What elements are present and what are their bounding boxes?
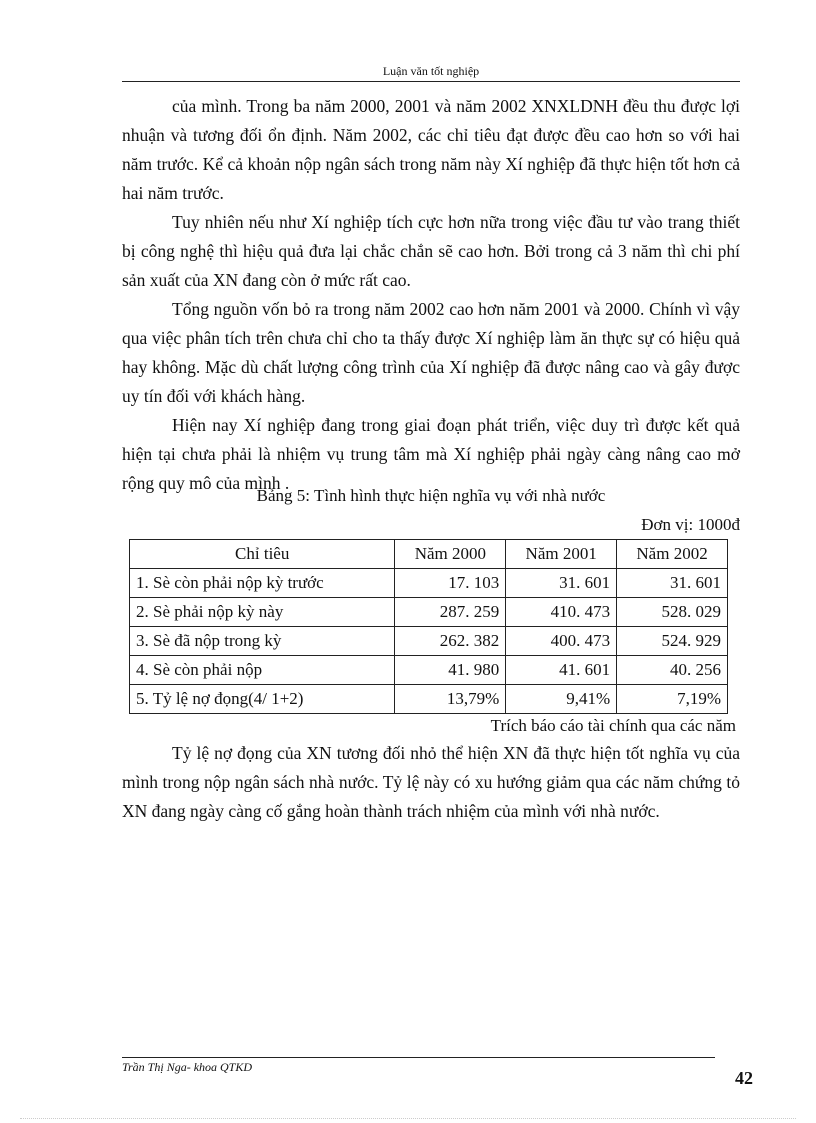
cell-value: 9,41%: [506, 685, 617, 714]
paragraph: Tỷ lệ nợ đọng của XN tương đối nhỏ thể hiện XN đã thực hiện tốt nghĩa vụ của mình trong nộp ngân sách nhà nước. Tỷ lệ này có xu hướng giảm qua các năm chứng tỏ XN đang ngày càng cố gắng hoàn thành trách nhiệm của mình với nhà nước.: [122, 743, 740, 821]
table-row: [130, 569, 728, 598]
column-header: Năm 2001: [506, 540, 617, 569]
column-header: Năm 2002: [617, 540, 728, 569]
cell-value: 524. 929: [617, 627, 728, 656]
column-header: Năm 2000: [395, 540, 506, 569]
row-label: 1. Sè còn phải nộp kỳ trước: [130, 569, 395, 598]
cell-value: 13,79%: [395, 685, 506, 714]
paragraph: Tuy nhiên nếu như Xí nghiệp tích cực hơn nữa trong việc đầu tư vào trang thiết bị công nghệ thì hiệu quả đưa lại chắc chắn sẽ cao hơn. Bởi trong cả 3 năm thì chi phí sản xuất của XN đang còn ở mức rất cao.: [122, 212, 740, 290]
body-text-top: [122, 92, 740, 498]
cell-value: 31. 601: [617, 569, 728, 598]
table-row: [130, 598, 728, 627]
cell-value: 287. 259: [395, 598, 506, 627]
paragraph: Tổng nguồn vốn bỏ ra trong năm 2002 cao hơn năm 2001 và 2000. Chính vì vậy qua việc phân tích trên chưa chỉ cho ta thấy được Xí nghiệp làm ăn thực sự có hiệu quả hay không. Mặc dù chất lượng công trình của Xí nghiệp đã được nâng cao và gây được uy tín đối với khách hàng.: [122, 299, 740, 406]
cell-value: 41. 601: [506, 656, 617, 685]
cell-value: 400. 473: [506, 627, 617, 656]
cell-value: 17. 103: [395, 569, 506, 598]
row-label: 4. Sè còn phải nộp: [130, 656, 395, 685]
page-edge-divider: [20, 1118, 796, 1119]
obligations-table: [129, 539, 728, 714]
paragraph: của mình. Trong ba năm 2000, 2001 và năm 2002 XNXLDNH đều thu được lợi nhuận và tương đối ổn định. Năm 2002, các chỉ tiêu đạt được đều cao hơn so với hai năm trước. Kể cả khoản nộp ngân sách trong năm này Xí nghiệp đã thực hiện tốt hơn cả hai năm trước.: [122, 96, 740, 203]
cell-value: 262. 382: [395, 627, 506, 656]
table-header-row: [130, 540, 728, 569]
table-caption: Bảng 5: Tình hình thực hiện nghĩa vụ với nhà nước: [256, 486, 606, 505]
row-label: 5. Tỷ lệ nợ đọng(4/ 1+2): [130, 685, 395, 714]
paragraph: Hiện nay Xí nghiệp đang trong giai đoạn phát triển, việc duy trì được kết quả hiện tại chưa phải là nhiệm vụ trung tâm mà Xí nghiệp phải ngày càng nâng cao mở rộng quy mô của mình .: [122, 415, 740, 493]
row-label: 3. Sè đã nộp trong kỳ: [130, 627, 395, 656]
page-header: Luận văn tốt nghiệp: [122, 64, 740, 82]
cell-value: 40. 256: [617, 656, 728, 685]
cell-value: 7,19%: [617, 685, 728, 714]
page-number: 42: [735, 1068, 753, 1088]
cell-value: 528. 029: [617, 598, 728, 627]
table-source: Trích báo cáo tài chính qua các năm: [490, 716, 736, 735]
cell-value: 410. 473: [506, 598, 617, 627]
row-label: 2. Sè phải nộp kỳ này: [130, 598, 395, 627]
footer-author: Trần Thị Nga- khoa QTKD: [122, 1060, 253, 1074]
footer-divider: [122, 1057, 715, 1058]
table-row: [130, 627, 728, 656]
cell-value: 41. 980: [395, 656, 506, 685]
table-unit: Đơn vị: 1000đ: [641, 515, 740, 534]
table-row: [130, 685, 728, 714]
column-header: Chỉ tiêu: [130, 540, 395, 569]
table-row: [130, 656, 728, 685]
body-text-bottom: [122, 739, 740, 826]
cell-value: 31. 601: [506, 569, 617, 598]
